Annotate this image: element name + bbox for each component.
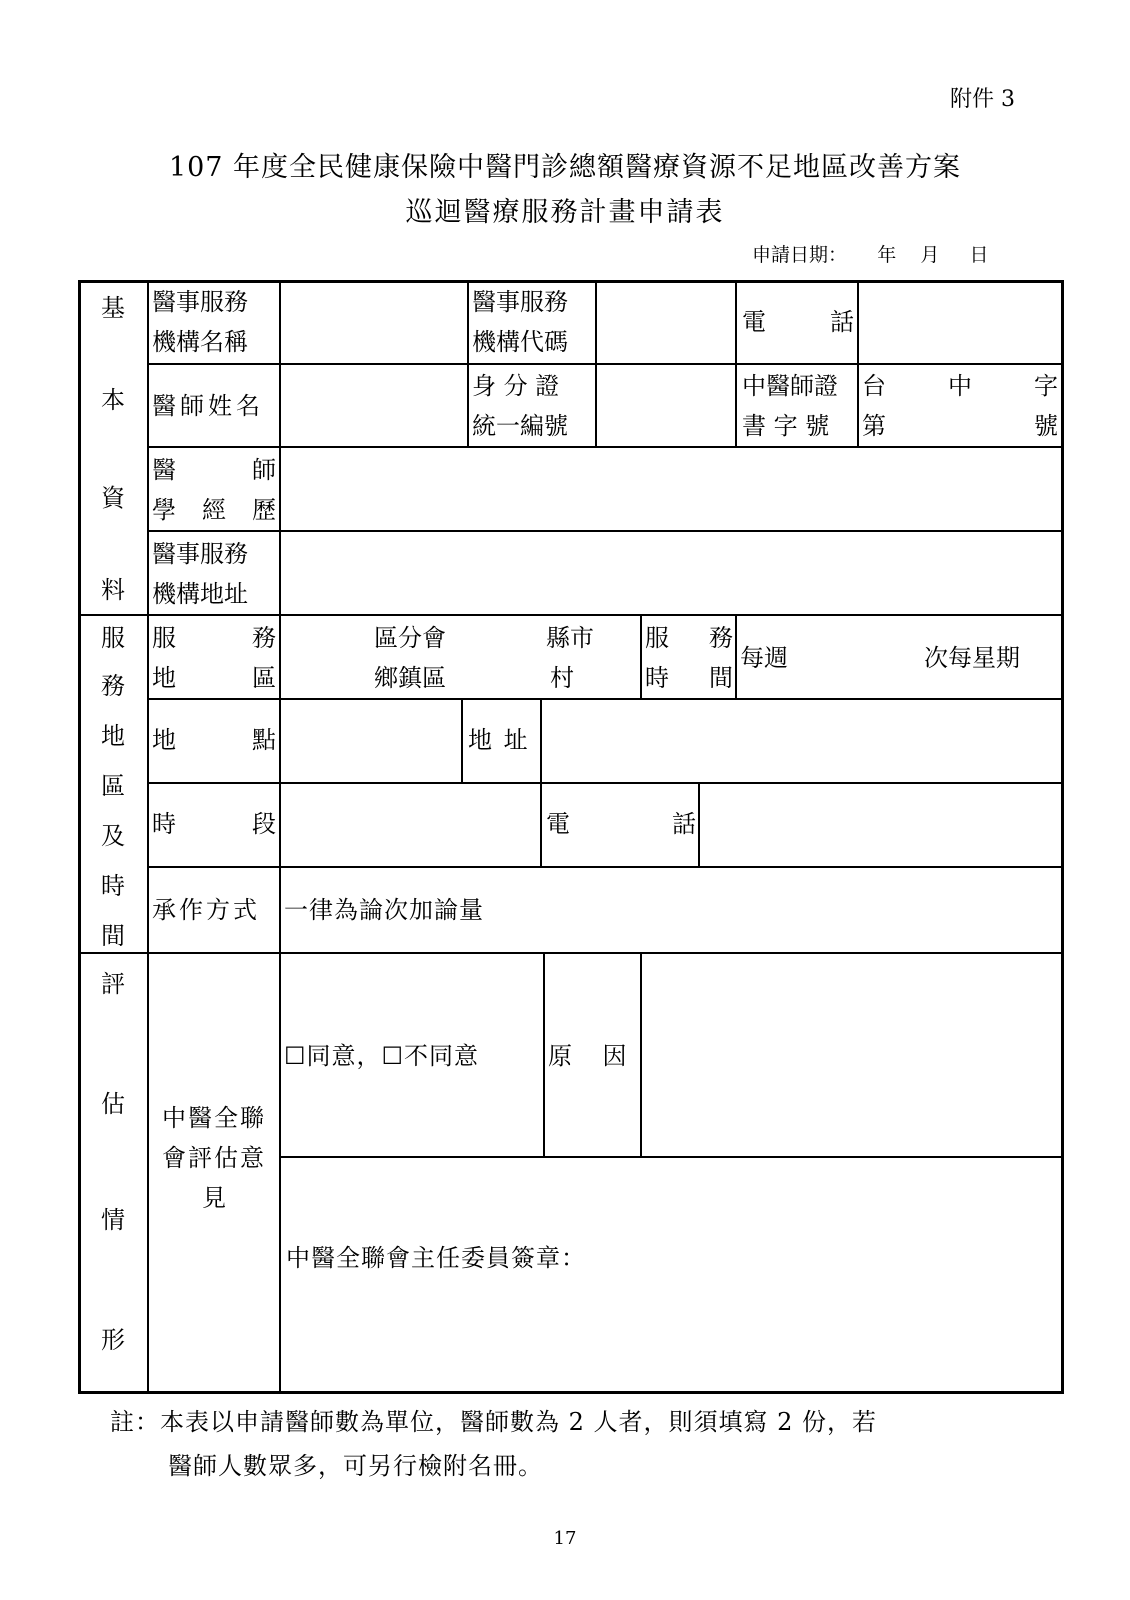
section-basic-char: 資 [101, 484, 125, 512]
row-line [148, 782, 1064, 784]
label-location: 地 點 [152, 726, 276, 754]
row-line [148, 530, 1064, 532]
section-basic-char: 本 [101, 386, 125, 414]
label-phone-2: 電 話 [546, 810, 696, 838]
col-line [640, 614, 642, 698]
col-line [540, 698, 542, 782]
col-line [461, 698, 463, 782]
section-eval-char: 情 [101, 1206, 125, 1234]
col-line [735, 280, 737, 446]
row-line [148, 866, 1064, 868]
col-line [640, 952, 642, 1156]
label-service-area: 服 務 地 區 [152, 624, 276, 692]
agree-checkboxes[interactable]: ☐同意，☐不同意 [284, 1042, 480, 1070]
label-inst-code: 醫事服務 機構代碼 [472, 288, 568, 356]
section-service-char: 間 [101, 922, 125, 950]
footnote-line-2: 醫師人數眾多，可另行檢附名冊。 [168, 1452, 543, 1480]
label-inst-address: 醫事服務 機構地址 [152, 540, 248, 608]
col-line [543, 952, 545, 1156]
section-line [78, 614, 1064, 616]
method-value: 一律為論次加論量 [284, 896, 484, 924]
section-basic-char: 基 [101, 294, 125, 322]
signature-label: 中醫全聯會主任委員簽章： [286, 1244, 586, 1272]
section-service-char: 時 [101, 872, 125, 900]
section-service-char: 及 [101, 822, 125, 850]
application-form-table [78, 280, 1064, 1394]
section-service-char: 地 [101, 722, 125, 750]
application-date: 申請日期： 年 月 日 [752, 244, 989, 266]
section-line [78, 952, 1064, 954]
label-inst-name: 醫事服務 機構名稱 [152, 288, 248, 356]
section-eval-char: 評 [101, 970, 125, 998]
service-area-field[interactable]: 區分會 縣市 鄉鎮區 村 [374, 624, 594, 692]
section-service-char: 區 [101, 772, 125, 800]
label-assoc-opinion: 中醫全聯 會評估意 見 [162, 1104, 266, 1212]
col-line [540, 782, 542, 866]
section-eval-char: 形 [101, 1326, 125, 1354]
form-title: 107 年度全民健康保險中醫門診總額醫療資源不足地區改善方案 [168, 152, 962, 183]
col-line [857, 280, 859, 446]
section-service-char: 服 [101, 624, 125, 652]
label-doctor-name: 醫師姓名 [152, 392, 264, 420]
label-service-time: 服 務 時 間 [645, 624, 733, 692]
label-phone: 電 話 [742, 308, 854, 336]
row-line [280, 1156, 1064, 1158]
col-line [279, 280, 281, 1394]
license-number-field[interactable]: 台 中 字 第 號 [862, 372, 1058, 440]
label-reason: 原 因 [548, 1042, 627, 1070]
section-basic-char: 料 [101, 576, 125, 604]
row-line [148, 446, 1064, 448]
row-line [148, 363, 1064, 365]
label-method: 承作方式 [152, 896, 260, 924]
label-education: 醫 師 學 經 歷 [152, 456, 276, 524]
row-line [148, 698, 1064, 700]
label-license-no: 中醫師證 書 字 號 [742, 372, 838, 440]
page-number: 17 [553, 1528, 577, 1549]
label-address: 地 址 [468, 726, 530, 754]
weekly-schedule-field[interactable]: 每週 次每星期 [740, 644, 1020, 672]
footnote-line-1: 註：本表以申請醫師數為單位，醫師數為 2 人者，則須填寫 2 份，若 [110, 1408, 878, 1436]
label-id-number: 身 分 證 統一編號 [472, 372, 568, 440]
col-line [698, 782, 700, 866]
col-line [467, 280, 469, 446]
footnote [110, 1400, 877, 1488]
attachment-label: 附件 3 [950, 87, 1015, 112]
col-line [595, 280, 597, 446]
section-eval-char: 估 [101, 1090, 125, 1118]
form-subtitle: 巡迴醫療服務計畫申請表 [405, 197, 725, 228]
label-time-slot: 時 段 [152, 810, 276, 838]
section-service-char: 務 [101, 672, 125, 700]
col-line [735, 614, 737, 698]
